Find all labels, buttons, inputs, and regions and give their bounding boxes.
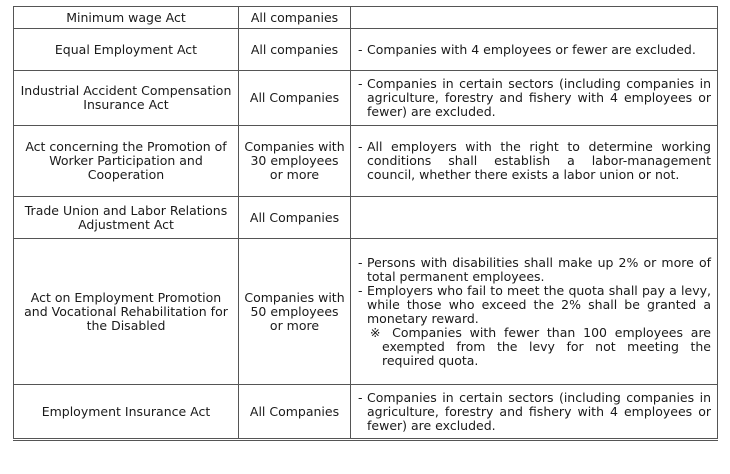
- scope-cell: All Companies: [239, 197, 351, 239]
- act-name-cell: Act on Employment Promotion and Vocational Rehabilitation for the Disabled: [14, 239, 239, 385]
- scope-cell: All companies: [239, 29, 351, 71]
- note-item: - Companies in certain sectors (including companies in agriculture, forestry and fishery with 4 employees or fewer) are excluded.: [358, 389, 711, 433]
- notes-cell: [351, 197, 718, 239]
- scope-cell: All Companies: [239, 385, 351, 440]
- act-name-cell: Employment Insurance Act: [14, 385, 239, 440]
- scope-cell: Companies with 50 employees or more: [239, 239, 351, 385]
- table-row: [14, 29, 718, 71]
- scope-cell: All Companies: [239, 71, 351, 126]
- table-row: [14, 385, 718, 440]
- act-name-cell: Industrial Accident Compensation Insurance Act: [14, 71, 239, 126]
- table-row: [14, 197, 718, 239]
- note-item: - Persons with disabilities shall make up 2% or more of total permanent employees.: [358, 254, 711, 284]
- document-page: [13, 6, 717, 441]
- act-name-cell: Trade Union and Labor Relations Adjustment Act: [14, 197, 239, 239]
- act-name-cell: Act concerning the Promotion of Worker Participation and Cooperation: [14, 126, 239, 197]
- notes-cell: [351, 126, 718, 197]
- note-item: - All employers with the right to determine working conditions shall establish a labor-management council, whether there exists a labor union or not.: [358, 139, 711, 182]
- notes-cell: [351, 385, 718, 440]
- labor-acts-table: [13, 6, 718, 441]
- table-row: [14, 71, 718, 126]
- act-name-cell: Minimum wage Act: [14, 7, 239, 29]
- scope-cell: All companies: [239, 7, 351, 29]
- note-subitem: ※ Companies with fewer than 100 employees are exempted from the levy for not meeting the required quota.: [370, 324, 711, 368]
- notes-cell: [351, 239, 718, 385]
- notes-cell: [351, 29, 718, 71]
- table-row: [14, 7, 718, 29]
- notes-cell: [351, 71, 718, 126]
- scope-cell: Companies with 30 employees or more: [239, 126, 351, 197]
- notes-cell: [351, 7, 718, 29]
- table-row: [14, 126, 718, 197]
- note-item: - Employers who fail to meet the quota shall pay a levy, while those who exceed the 2% shall be granted a monetary reward.: [358, 282, 711, 326]
- table-row: [14, 239, 718, 385]
- act-name-cell: Equal Employment Act: [14, 29, 239, 71]
- note-item: - Companies in certain sectors (including companies in agriculture, forestry and fishery with 4 employees or fewer) are excluded.: [358, 76, 711, 119]
- note-item: - Companies with 4 employees or fewer are excluded.: [358, 41, 696, 57]
